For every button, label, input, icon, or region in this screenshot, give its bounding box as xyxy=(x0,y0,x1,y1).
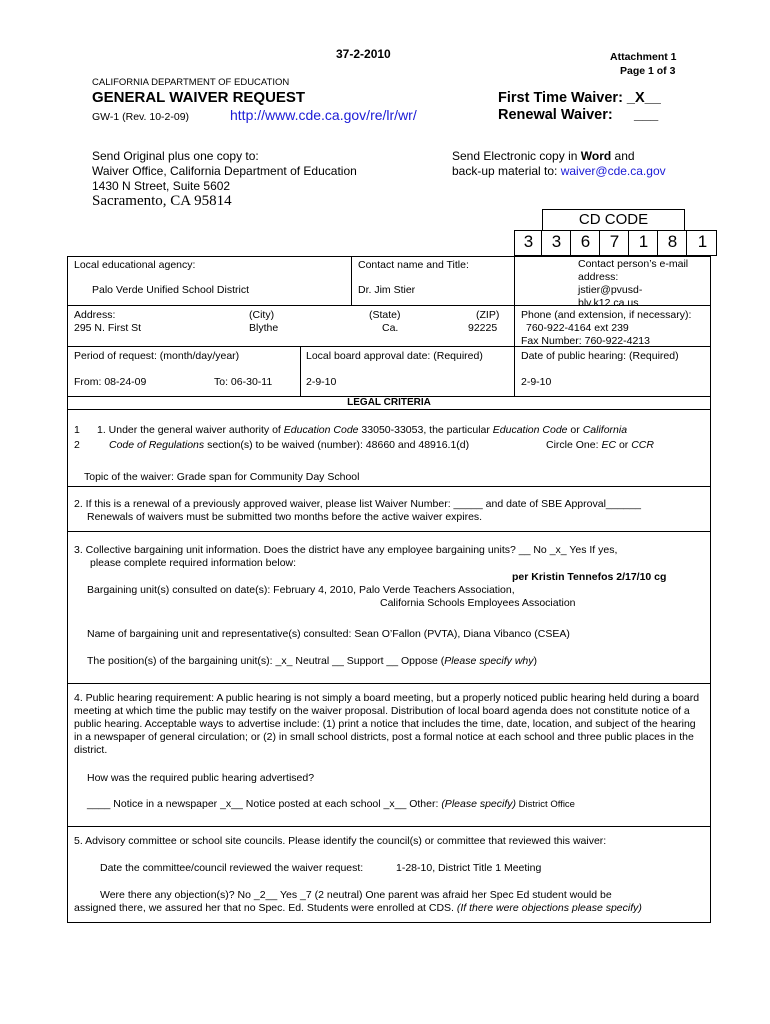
public-hearing-requirement: 4. Public hearing requirement: A public hearing is not simply a board meeting, but a properly noticed public hearing held during a board meeting at which time the public may testify on the waiver proposal. Distribution of local board agenda does not constitute notice of a public hearing. Acceptable ways to advertise include: (1) print a notice that includes the time, date, location, and subject of the hearing in a newspaper of general circulation; or (2) in small school districts, post a formal notice at each school and three public places in the district. xyxy=(74,692,700,756)
public-hearing-date: 2-9-10 xyxy=(521,376,552,388)
phone-label: Phone (and extension, if necessary): xyxy=(521,309,692,321)
advisory-committee-question: 5. Advisory committee or school site councils. Please identify the council(s) or committee that reviewed this waiver: xyxy=(74,835,607,847)
board-approval-date: 2-9-10 xyxy=(306,376,337,388)
mail-line-3: 1430 N Street, Suite 5602 xyxy=(92,179,231,193)
legal-num-2: 2 xyxy=(74,439,80,451)
bargaining-position: The position(s) of the bargaining unit(s): _x_ Neutral __ Support __ Oppose (Please specify why) xyxy=(87,655,537,667)
contact-email-value-2: blv.k12.ca.us xyxy=(578,297,639,309)
handwritten-annotation: per Kristin Tennefos 2/17/10 cg xyxy=(512,571,667,583)
fax-value: Fax Number: 760-922-4213 xyxy=(521,335,650,347)
form-title: GENERAL WAIVER REQUEST xyxy=(92,89,306,106)
document-number: 37-2-2010 xyxy=(336,47,391,61)
waiver-url-link[interactable]: http://www.cde.ca.gov/re/lr/wr/ xyxy=(230,107,417,123)
objections-line-1: Were there any objection(s)? No _2__ Yes _7 (2 neutral) One parent was afraid her Spec Ed student would be xyxy=(100,889,612,901)
cd-digit: 1 xyxy=(638,232,649,251)
contact-value: Dr. Jim Stier xyxy=(358,284,416,296)
contact-email-label-2: address: xyxy=(578,271,619,283)
hearing-advertised-options: ____ Notice in a newspaper _x__ Notice posted at each school _x__ Other: (Please specify) District Office xyxy=(87,798,575,810)
mail-line-1: Send Original plus one copy to: xyxy=(92,149,259,163)
waiver-email-link[interactable]: waiver@cde.ca.gov xyxy=(560,164,666,178)
cd-digit: 3 xyxy=(523,232,534,251)
contact-email-value: jstier@pvusd- xyxy=(578,284,643,296)
mail-line-4: Sacramento, CA 95814 xyxy=(92,193,232,209)
bargaining-consulted: Bargaining unit(s) consulted on date(s): February 4, 2010, Palo Verde Teachers Association, xyxy=(87,584,515,596)
street-value: 295 N. First St xyxy=(74,322,142,334)
legal-num-1: 1 xyxy=(74,424,80,436)
period-to: To: 06-30-11 xyxy=(214,376,273,388)
board-approval-label: Local board approval date: (Required) xyxy=(306,350,483,362)
bargaining-consulted-2: California Schools Employees Association xyxy=(380,597,576,609)
objections-line-2: assigned there, we assured her that no Spec. Ed. Students were enrolled at CDS. (If there were objections please specify) xyxy=(74,902,642,914)
renewal-waiver-question: 2. If this is a renewal of a previously approved waiver, please list Waiver Number: _____ and date of SBE Approval______ xyxy=(74,498,641,510)
form-id: GW-1 (Rev. 10-2-09) xyxy=(92,111,190,123)
address-label: Address: xyxy=(74,309,116,321)
state-value: Ca. xyxy=(382,322,399,334)
backup-material-line: back-up material to: waiver@cde.ca.gov xyxy=(452,164,666,178)
form-border-bottom xyxy=(67,922,711,923)
bargaining-representatives: Name of bargaining unit and representative(s) consulted: Sean O’Fallon (PVTA), Diana Vibanco (CSEA) xyxy=(87,628,570,640)
city-label: (City) xyxy=(249,309,275,321)
period-from: From: 08-24-09 xyxy=(74,376,147,388)
page-count: Page 1 of 3 xyxy=(620,65,676,77)
bargaining-instruction: please complete required information below: xyxy=(90,557,297,569)
cd-digit: 7 xyxy=(609,232,620,251)
committee-date-value: 1-28-10, District Title 1 Meeting xyxy=(396,862,542,874)
contact-email-label: Contact person’s e-mail xyxy=(578,258,689,270)
state-label: (State) xyxy=(369,309,401,321)
renewal-waiver-label: Renewal Waiver: xyxy=(498,107,613,123)
contact-label: Contact name and Title: xyxy=(358,259,469,271)
cd-digit: 3 xyxy=(551,232,562,251)
form-border-top xyxy=(67,256,711,257)
mail-line-2: Waiver Office, California Department of Education xyxy=(92,164,357,178)
hearing-advertised-question: How was the required public hearing advertised? xyxy=(87,772,315,784)
agency-label: Local educational agency: xyxy=(74,259,196,271)
cd-digit: 1 xyxy=(697,232,708,251)
phone-value: 760-922-4164 ext 239 xyxy=(526,322,629,334)
agency-value: Palo Verde Unified School District xyxy=(92,284,249,296)
form-border-right xyxy=(710,256,711,923)
renewal-note: Renewals of waivers must be submitted two months before the active waiver expires. xyxy=(87,511,483,523)
city-value: Blythe xyxy=(249,322,279,334)
first-time-waiver: First Time Waiver: _X__ xyxy=(498,90,661,106)
form-border-left xyxy=(67,256,68,923)
electronic-copy-line: Send Electronic copy in Word and xyxy=(452,149,635,163)
zip-value: 92225 xyxy=(468,322,498,334)
legal-line-2: Code of Regulations section(s) to be waived (number): 48660 and 48916.1(d) xyxy=(109,439,470,451)
attachment-label: Attachment 1 xyxy=(610,51,677,63)
legal-criteria-heading: LEGAL CRITERIA xyxy=(347,397,431,408)
committee-date-label: Date the committee/council reviewed the waiver request: xyxy=(100,862,364,874)
renewal-waiver-blank: ___ xyxy=(634,107,659,123)
cd-code-label: CD CODE xyxy=(578,211,649,228)
waiver-topic: Topic of the waiver: Grade span for Community Day School xyxy=(84,471,360,483)
public-hearing-label: Date of public hearing: (Required) xyxy=(521,350,679,362)
circle-one: Circle One: EC or CCR xyxy=(546,439,654,451)
zip-label: (ZIP) xyxy=(476,309,500,321)
department-name: CALIFORNIA DEPARTMENT OF EDUCATION xyxy=(92,77,290,88)
period-label: Period of request: (month/day/year) xyxy=(74,350,240,362)
cd-digit: 8 xyxy=(667,232,678,251)
cd-digit: 6 xyxy=(580,232,591,251)
legal-line-1: 1. Under the general waiver authority of Education Code 33050-33053, the particular Education Code or California xyxy=(97,424,628,436)
bargaining-question: 3. Collective bargaining unit information. Does the district have any employee bargaining units? __ No _x_ Yes If yes, xyxy=(74,544,618,556)
